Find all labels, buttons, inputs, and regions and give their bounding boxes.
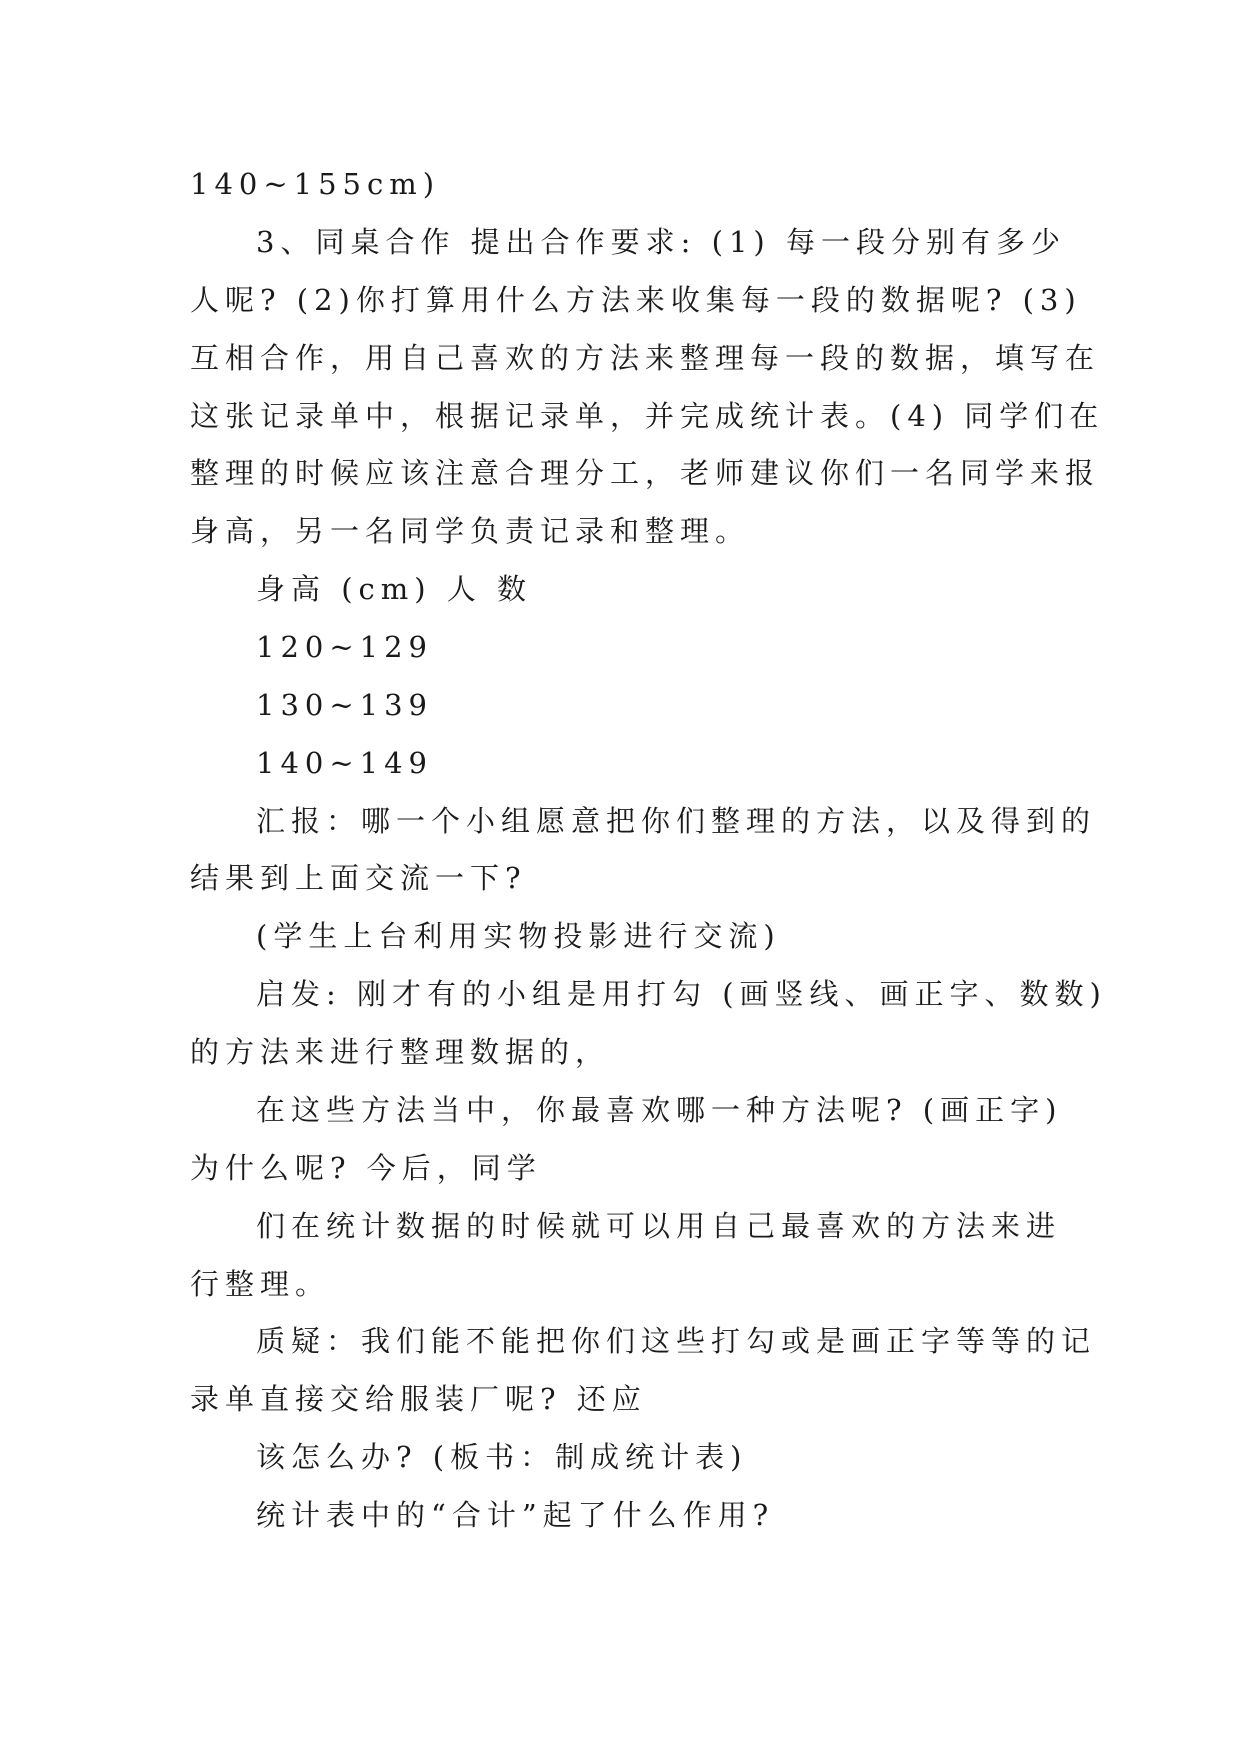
text-line: 整理的时候应该注意合理分工，老师建议你们一名同学来报 (190, 456, 1101, 490)
text-line: 们在统计数据的时候就可以用自己最喜欢的方法来进 (256, 1209, 1062, 1243)
text-line: 启发: 刚才有的小组是用打勾 (画竖线、画正字、数数) (256, 977, 1107, 1011)
text-line: 3、同桌合作 提出合作要求: (1) 每一段分别有多少 (256, 225, 1066, 259)
text-line: 的方法来进行整理数据的， (190, 1035, 611, 1069)
text-line: 统计表中的“合计”起了什么作用? (256, 1498, 775, 1532)
text-line: 身高，另一名同学负责记录和整理。 (190, 514, 751, 548)
text-line: 质疑：我们能不能把你们这些打勾或是画正字等等的记 (256, 1324, 1097, 1358)
table-header: 身高 (cm) 人 数 (256, 572, 533, 606)
text-line: (学生上台利用实物投影进行交流) (256, 919, 781, 953)
text-line: 在这些方法当中，你最喜欢哪一种方法呢? (画正字) (256, 1093, 1063, 1127)
text-line: 为什么呢? 今后，同学 (190, 1151, 542, 1185)
text-line: 录单直接交给服装厂呢? 还应 (190, 1382, 647, 1416)
text-line: 人呢? (2)你打算用什么方法来收集每一段的数据呢? (3) (190, 283, 1082, 317)
text-line: 这张记录单中，根据记录单，并完成统计表。(4) 同学们在 (190, 399, 1105, 433)
table-row: 140~149 (256, 746, 434, 780)
text-line: 140~155cm) (190, 167, 441, 201)
text-line: 结果到上面交流一下? (190, 861, 527, 895)
table-row: 130~139 (256, 688, 434, 722)
text-line: 互相合作，用自己喜欢的方法来整理每一段的数据，填写在 (190, 341, 1101, 375)
table-row: 120~129 (256, 630, 434, 664)
text-line: 该怎么办? (板书：制成统计表) (256, 1440, 748, 1474)
text-line: 汇报：哪一个小组愿意把你们整理的方法，以及得到的 (256, 804, 1097, 838)
text-line: 行整理。 (190, 1267, 331, 1301)
